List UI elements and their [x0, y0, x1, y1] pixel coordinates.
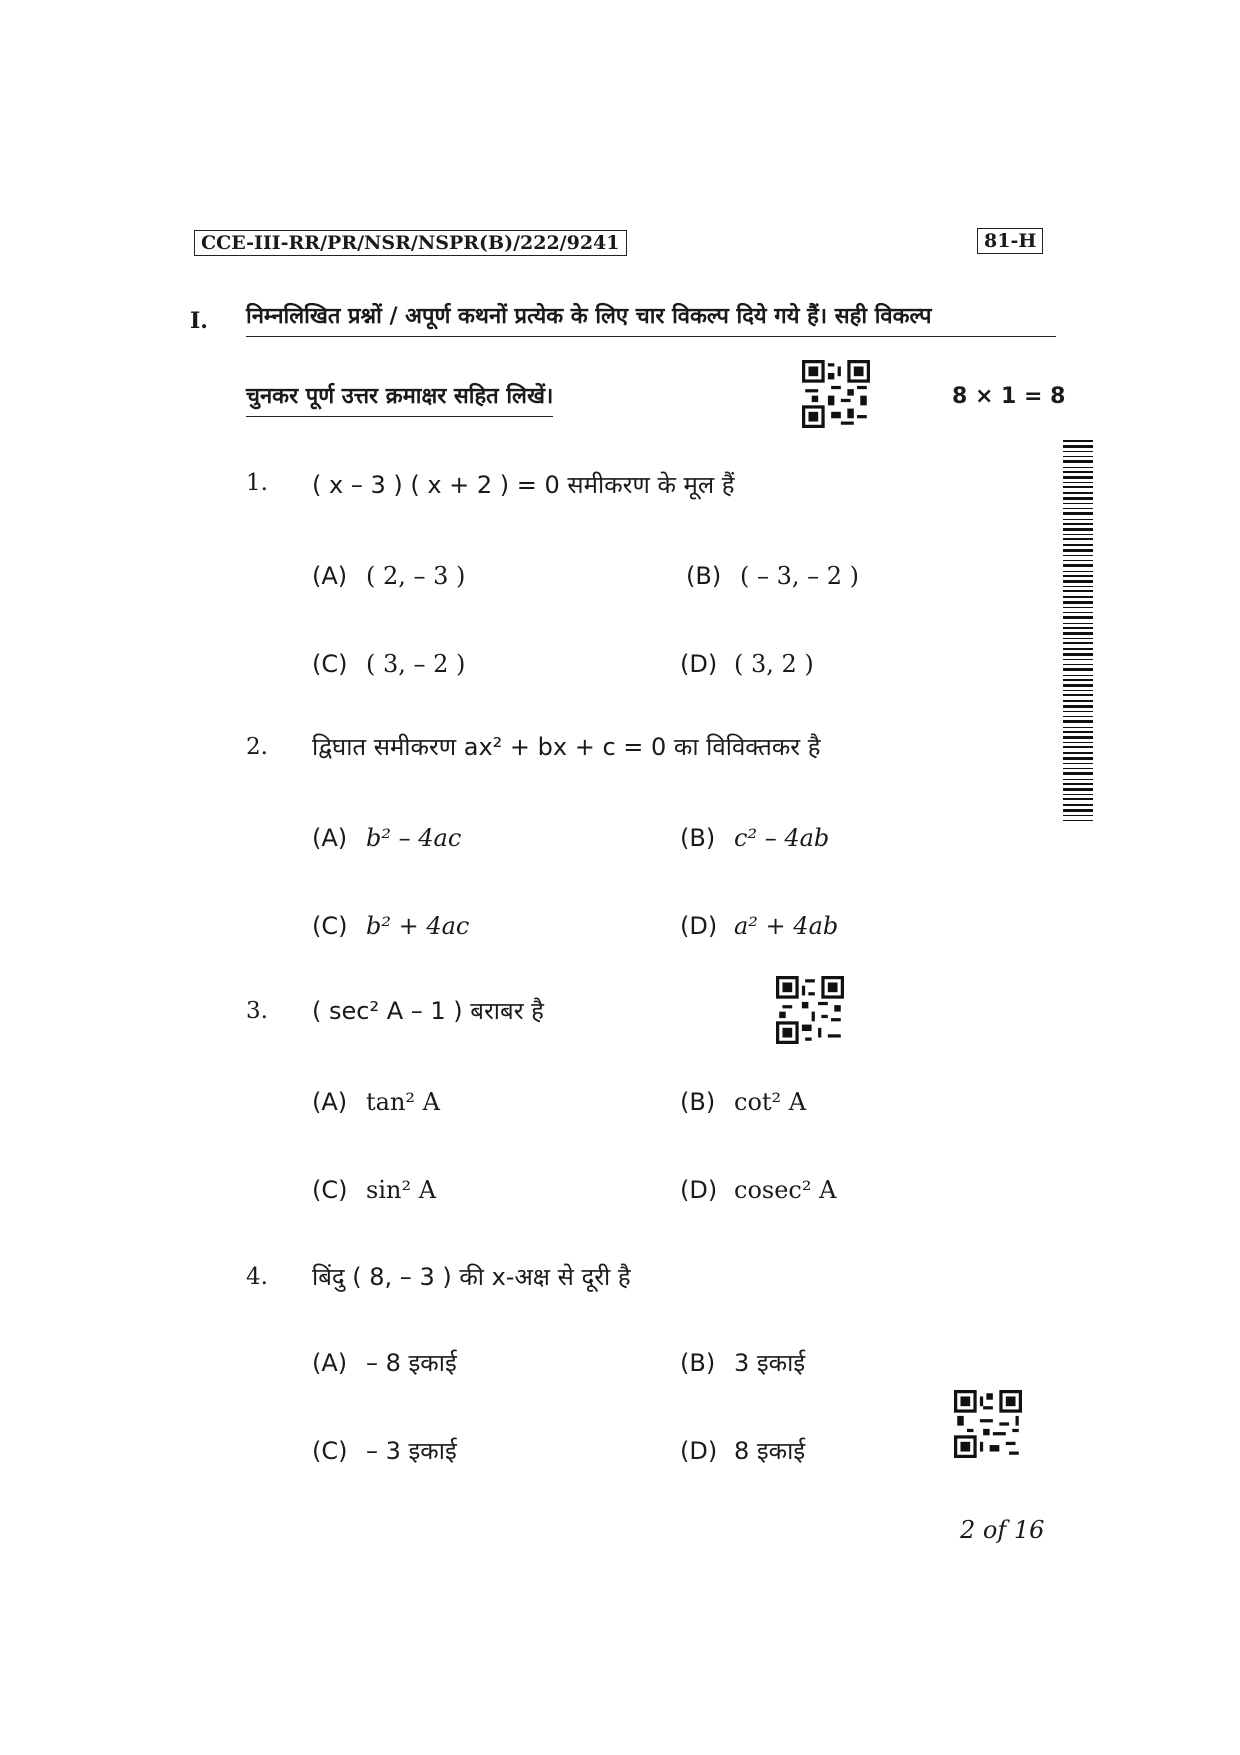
question-number: 1. [246, 470, 268, 496]
option-text: b² – 4ac [366, 824, 462, 852]
option-c [312, 1434, 457, 1467]
option-label: (C) [312, 650, 348, 678]
question-number: 3. [246, 998, 268, 1024]
option-label: (A) [312, 824, 348, 852]
page-number: 2 of 16 [960, 1516, 1045, 1544]
option-c [312, 912, 469, 940]
option-text: ( 3, – 2 ) [366, 650, 466, 678]
option-label: (A) [312, 562, 348, 590]
qr-code-icon [776, 976, 844, 1044]
option-c [312, 650, 465, 678]
option-label: (B) [680, 1088, 716, 1116]
option-text: 8 इकाई [734, 1437, 806, 1465]
option-label: (D) [680, 912, 718, 940]
option-a [312, 1346, 457, 1379]
paper-code: CCE-III-RR/PR/NSR/NSPR(B)/222/9241 [194, 230, 627, 256]
option-text: cot² A [734, 1088, 807, 1116]
question-text: बिंदु ( 8, – 3 ) की x-अक्ष से दूरी है [312, 1263, 631, 1291]
option-label: (A) [312, 1349, 348, 1377]
option-label: (A) [312, 1088, 348, 1116]
option-label: (D) [680, 1437, 718, 1465]
option-a [312, 824, 461, 852]
option-label: (D) [680, 1176, 718, 1204]
option-label: (B) [680, 824, 716, 852]
option-text: c² – 4ab [734, 824, 830, 852]
option-b [680, 1346, 805, 1379]
question-text: ( x – 3 ) ( x + 2 ) = 0 समीकरण के मूल हैं [312, 471, 735, 499]
option-c [312, 1176, 436, 1204]
barcode-icon [1063, 440, 1093, 824]
option-text: ( – 3, – 2 ) [740, 562, 860, 590]
option-label: (C) [312, 912, 348, 940]
section-number: I. [190, 308, 208, 334]
option-d [680, 1434, 805, 1467]
question-number: 2. [246, 734, 268, 760]
option-text: – 8 इकाई [366, 1349, 457, 1377]
option-label: (C) [312, 1176, 348, 1204]
option-text: a² + 4ab [734, 912, 839, 940]
option-label: (D) [680, 650, 718, 678]
option-text: – 3 इकाई [366, 1437, 457, 1465]
option-text: ( 2, – 3 ) [366, 562, 466, 590]
option-d [680, 912, 838, 940]
option-b [680, 824, 829, 852]
option-b [686, 562, 859, 590]
qr-code-icon [802, 360, 870, 428]
version-code: 81-H [977, 228, 1043, 254]
instruction-line-2: चुनकर पूर्ण उत्तर क्रमाक्षर सहित लिखें। [246, 380, 553, 417]
option-label: (B) [680, 1349, 716, 1377]
option-label: (B) [686, 562, 722, 590]
option-a [312, 1088, 440, 1116]
question-text: ( sec² A – 1 ) बराबर है [312, 997, 544, 1025]
option-text: ( 3, 2 ) [734, 650, 814, 678]
instruction-line-1: निम्नलिखित प्रश्नों / अपूर्ण कथनों प्रत्येक के लिए चार विकल्प दिये गये हैं। सही विकल्प [246, 300, 1056, 337]
option-label: (C) [312, 1437, 348, 1465]
qr-code-icon [954, 1390, 1022, 1458]
option-d [680, 650, 814, 678]
option-b [680, 1088, 806, 1116]
option-text: cosec² A [734, 1176, 837, 1204]
option-text: tan² A [366, 1088, 440, 1116]
option-text: b² + 4ac [366, 912, 470, 940]
option-d [680, 1176, 836, 1204]
option-text: 3 इकाई [734, 1349, 806, 1377]
option-text: sin² A [366, 1176, 437, 1204]
question-text: द्विघात समीकरण ax² + bx + c = 0 का विविक्तकर है [312, 733, 821, 761]
option-a [312, 562, 465, 590]
section-marks: 8 × 1 = 8 [952, 384, 1066, 409]
question-number: 4. [246, 1264, 268, 1290]
